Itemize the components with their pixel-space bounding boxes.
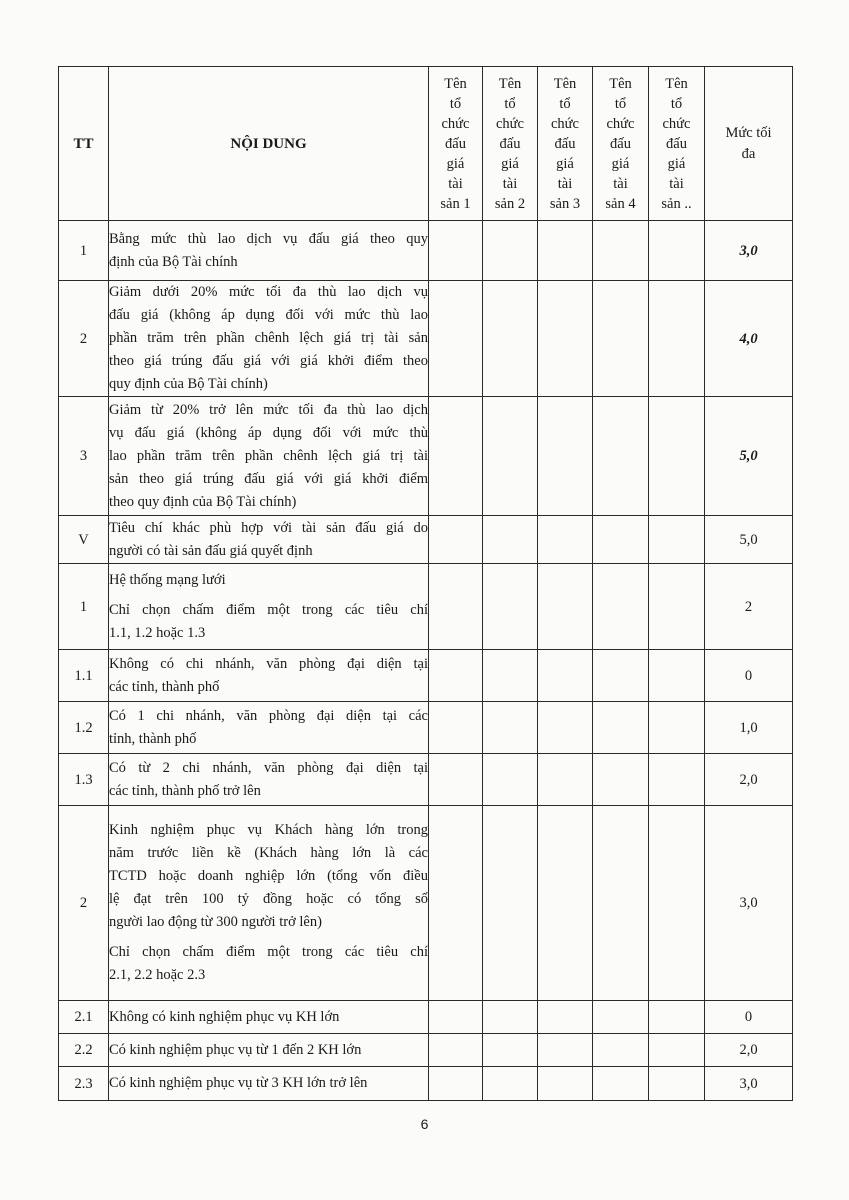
org-score-cell <box>483 1034 538 1067</box>
org-score-cell <box>593 1001 649 1034</box>
row-content <box>109 806 429 1001</box>
header-org-word: đấu <box>445 135 466 152</box>
org-score-cell <box>593 564 649 650</box>
row-number: 1 <box>59 221 109 281</box>
table-row <box>59 516 793 564</box>
org-score-cell <box>538 754 593 806</box>
header-org-word: tài <box>448 175 463 192</box>
org-score-cell <box>483 1067 538 1101</box>
page-number: 6 <box>420 1116 429 1132</box>
content-line: các tỉnh, thành phố <box>109 678 220 695</box>
max-score: 2,0 <box>705 1034 793 1067</box>
header-org-word: giá <box>556 155 574 172</box>
content-line: Kinh nghiệm phục vụ Khách hàng lớn trong <box>109 822 428 838</box>
org-score-cell <box>649 1001 705 1034</box>
content-line: Có 1 chi nhánh, văn phòng đại diện tại các <box>109 707 428 724</box>
content-line: Có từ 2 chi nhánh, văn phòng đại diện tại <box>109 759 428 776</box>
row-content <box>109 650 429 702</box>
row-number: 1.2 <box>59 702 109 754</box>
org-score-cell <box>483 221 538 281</box>
header-org-word: Tên <box>609 75 632 92</box>
org-score-cell <box>483 702 538 754</box>
header-content: NỘI DUNG <box>109 67 429 221</box>
org-score-cell <box>483 564 538 650</box>
content-line: Không có chi nhánh, văn phòng đại diện tại <box>109 655 428 672</box>
org-score-cell <box>593 702 649 754</box>
content-line: đấu giá (không áp dụng đối với mức thù lao <box>109 307 428 323</box>
header-org-word: tổ <box>559 95 571 112</box>
header-org-word: sản 2 <box>494 195 526 212</box>
content-line: Có kinh nghiệm phục vụ từ 3 KH lớn trở lên <box>109 1075 368 1091</box>
content-line: Giảm dưới 20% mức tối đa thù lao dịch vụ <box>109 284 428 300</box>
header-org-1 <box>429 67 483 221</box>
content-line: Giảm từ 20% trở lên mức tối đa thù lao dịch <box>109 401 428 418</box>
content-line: Chỉ chọn chấm điểm một trong các tiêu chí <box>109 944 428 960</box>
org-score-cell <box>538 806 593 1001</box>
content-line: lao phần trăm trên phần chênh lệch giá trị tài <box>109 447 428 464</box>
org-score-cell <box>593 397 649 516</box>
row-number: 1 <box>59 564 109 650</box>
row-content <box>109 1034 429 1067</box>
org-score-cell <box>649 397 705 516</box>
table-row <box>59 1001 793 1034</box>
org-score-cell <box>593 806 649 1001</box>
content-line: TCTD hoặc doanh nghiệp lớn (tổng vốn điều <box>109 868 428 884</box>
header-org-word: Tên <box>444 75 467 92</box>
org-score-cell <box>483 754 538 806</box>
org-score-cell <box>593 516 649 564</box>
row-number: V <box>59 516 109 564</box>
row-content <box>109 516 429 564</box>
row-number: 1.3 <box>59 754 109 806</box>
content-note <box>109 941 428 987</box>
org-score-cell <box>429 650 483 702</box>
max-score: 0 <box>705 650 793 702</box>
header-org-word: chức <box>662 115 691 132</box>
header-org-word: Tên <box>665 75 688 92</box>
org-score-cell <box>593 1067 649 1101</box>
row-content <box>109 702 429 754</box>
max-score: 3,0 <box>705 1067 793 1101</box>
org-score-cell <box>538 397 593 516</box>
max-score: 4,0 <box>705 281 793 397</box>
org-score-cell <box>429 516 483 564</box>
table-row <box>59 650 793 702</box>
table-row <box>59 1034 793 1067</box>
content-line: phần trăm trên phần chênh lệch giá trị tài sản <box>109 330 428 346</box>
org-score-cell <box>538 1034 593 1067</box>
row-content <box>109 221 429 281</box>
header-org-word: chức <box>551 115 579 132</box>
header-org-word: đấu <box>610 135 631 152</box>
header-org-4 <box>593 67 649 221</box>
org-score-cell <box>429 806 483 1001</box>
content-line: Hệ thống mạng lưới <box>109 571 226 588</box>
header-org-word: sản 4 <box>605 195 636 212</box>
org-score-cell <box>649 516 705 564</box>
org-score-cell <box>593 281 649 397</box>
header-max-score <box>705 67 793 221</box>
org-score-cell <box>538 650 593 702</box>
org-score-cell <box>649 650 705 702</box>
org-score-cell <box>429 1001 483 1034</box>
org-score-cell <box>649 1067 705 1101</box>
org-score-cell <box>649 754 705 806</box>
header-tt: TT <box>59 67 109 221</box>
header-org-word: sản .. <box>661 195 692 212</box>
org-score-cell <box>483 397 538 516</box>
header-org-word: giá <box>501 155 519 172</box>
org-score-cell <box>538 516 593 564</box>
header-org-word: Tên <box>553 75 577 92</box>
header-org-word: chức <box>496 115 524 132</box>
org-score-cell <box>538 221 593 281</box>
table-row <box>59 281 793 397</box>
header-org-word: giá <box>667 155 686 172</box>
header-org-word: tài <box>502 175 518 192</box>
header-org-word: Tên <box>498 75 522 92</box>
org-score-cell <box>483 1001 538 1034</box>
content-line: sản theo giá trúng đấu giá với giá khởi điểm <box>109 470 428 487</box>
org-score-cell <box>483 516 538 564</box>
header-org-word: giá <box>446 155 465 172</box>
header-org-word: chức <box>606 115 635 132</box>
org-score-cell <box>538 1067 593 1101</box>
row-content <box>109 281 429 397</box>
row-content <box>109 754 429 806</box>
content-line: theo giá trúng đấu giá với giá khởi điểm theo <box>109 353 428 369</box>
content-line: Có kinh nghiệm phục vụ từ 1 đến 2 KH lớn <box>109 1041 362 1058</box>
org-score-cell <box>429 221 483 281</box>
content-note <box>109 599 428 645</box>
header-org-word: tổ <box>670 95 683 112</box>
max-score: 0 <box>705 1001 793 1034</box>
content-line: định của Bộ Tài chính <box>109 253 238 270</box>
content-line: Không có kinh nghiệm phục vụ KH lớn <box>109 1008 340 1025</box>
org-score-cell <box>593 1034 649 1067</box>
header-org-word: tài <box>669 175 684 192</box>
org-score-cell <box>593 754 649 806</box>
org-score-cell <box>429 1034 483 1067</box>
header-org-word: đấu <box>499 135 521 152</box>
org-score-cell <box>538 281 593 397</box>
content-line: các tỉnh, thành phố trở lên <box>109 782 261 799</box>
content-line: tỉnh, thành phố <box>109 730 197 747</box>
content-line: lệ đạt trên 100 tỷ đồng hoặc có tổng số <box>109 891 428 907</box>
table-row <box>59 702 793 754</box>
row-content <box>109 1067 429 1101</box>
row-content <box>109 1001 429 1034</box>
header-org-5 <box>649 67 705 221</box>
max-score: 5,0 <box>705 516 793 564</box>
row-number: 2 <box>59 281 109 397</box>
header-org-word: sản 3 <box>549 195 581 212</box>
max-score: 2 <box>705 564 793 650</box>
content-line: Tiêu chí khác phù hợp với tài sản đấu giá do <box>109 519 428 536</box>
header-max-line-2: đa <box>741 145 756 162</box>
row-number: 2.1 <box>59 1001 109 1034</box>
header-org-2 <box>483 67 538 221</box>
content-line: theo quy định của Bộ Tài chính) <box>109 493 297 510</box>
table-row <box>59 806 793 1001</box>
table-row <box>59 1067 793 1101</box>
header-org-3 <box>538 67 593 221</box>
header-org-word: giá <box>611 155 630 172</box>
table-row <box>59 564 793 650</box>
row-number: 3 <box>59 397 109 516</box>
header-org-word: tài <box>557 175 573 192</box>
header-org-word: tổ <box>504 95 516 112</box>
content-line: Bằng mức thù lao dịch vụ đấu giá theo quy <box>109 230 428 247</box>
row-number: 2 <box>59 806 109 1001</box>
content-line: người lao động từ 300 người trở lên) <box>109 914 322 930</box>
content-line: 2.1, 2.2 hoặc 2.3 <box>109 967 206 983</box>
org-score-cell <box>649 281 705 397</box>
org-score-cell <box>593 650 649 702</box>
org-score-cell <box>649 221 705 281</box>
table-row <box>59 754 793 806</box>
org-score-cell <box>429 702 483 754</box>
org-score-cell <box>649 702 705 754</box>
max-score: 2,0 <box>705 754 793 806</box>
org-score-cell <box>649 564 705 650</box>
header-org-word: đấu <box>666 135 687 152</box>
content-line: người có tài sản đấu giá quyết định <box>109 542 313 559</box>
org-score-cell <box>429 754 483 806</box>
header-org-word: tổ <box>614 95 627 112</box>
max-score: 5,0 <box>705 397 793 516</box>
row-number: 2.2 <box>59 1034 109 1067</box>
content-line: năm trước liền kề (Khách hàng lớn là các <box>109 845 428 861</box>
header-org-word: sản 1 <box>440 195 471 212</box>
header-org-word: đấu <box>554 135 576 152</box>
header-max-line-1: Mức tối <box>725 124 772 141</box>
header-org-word: tổ <box>449 95 462 112</box>
org-score-cell <box>483 806 538 1001</box>
org-score-cell <box>649 806 705 1001</box>
content-line: Chỉ chọn chấm điểm một trong các tiêu chí <box>109 601 428 618</box>
org-score-cell <box>483 650 538 702</box>
max-score: 3,0 <box>705 806 793 1001</box>
criteria-table <box>58 66 793 1101</box>
org-score-cell <box>429 1067 483 1101</box>
row-content <box>109 564 429 650</box>
header-org-word: tài <box>613 175 628 192</box>
org-score-cell <box>593 221 649 281</box>
max-score: 3,0 <box>705 221 793 281</box>
table-row <box>59 221 793 281</box>
org-score-cell <box>538 1001 593 1034</box>
header-row <box>59 67 793 221</box>
row-number: 1.1 <box>59 650 109 702</box>
table-row <box>59 397 793 516</box>
max-score: 1,0 <box>705 702 793 754</box>
header-org-word: chức <box>441 115 470 132</box>
row-number: 2.3 <box>59 1067 109 1101</box>
row-content <box>109 397 429 516</box>
org-score-cell <box>649 1034 705 1067</box>
org-score-cell <box>538 564 593 650</box>
content-line: quy định của Bộ Tài chính) <box>109 376 268 392</box>
org-score-cell <box>538 702 593 754</box>
org-score-cell <box>483 281 538 397</box>
org-score-cell <box>429 281 483 397</box>
org-score-cell <box>429 397 483 516</box>
content-line: vụ đấu giá (không áp dụng đối với mức thù <box>109 424 428 441</box>
org-score-cell <box>429 564 483 650</box>
content-line: 1.1, 1.2 hoặc 1.3 <box>109 624 206 641</box>
